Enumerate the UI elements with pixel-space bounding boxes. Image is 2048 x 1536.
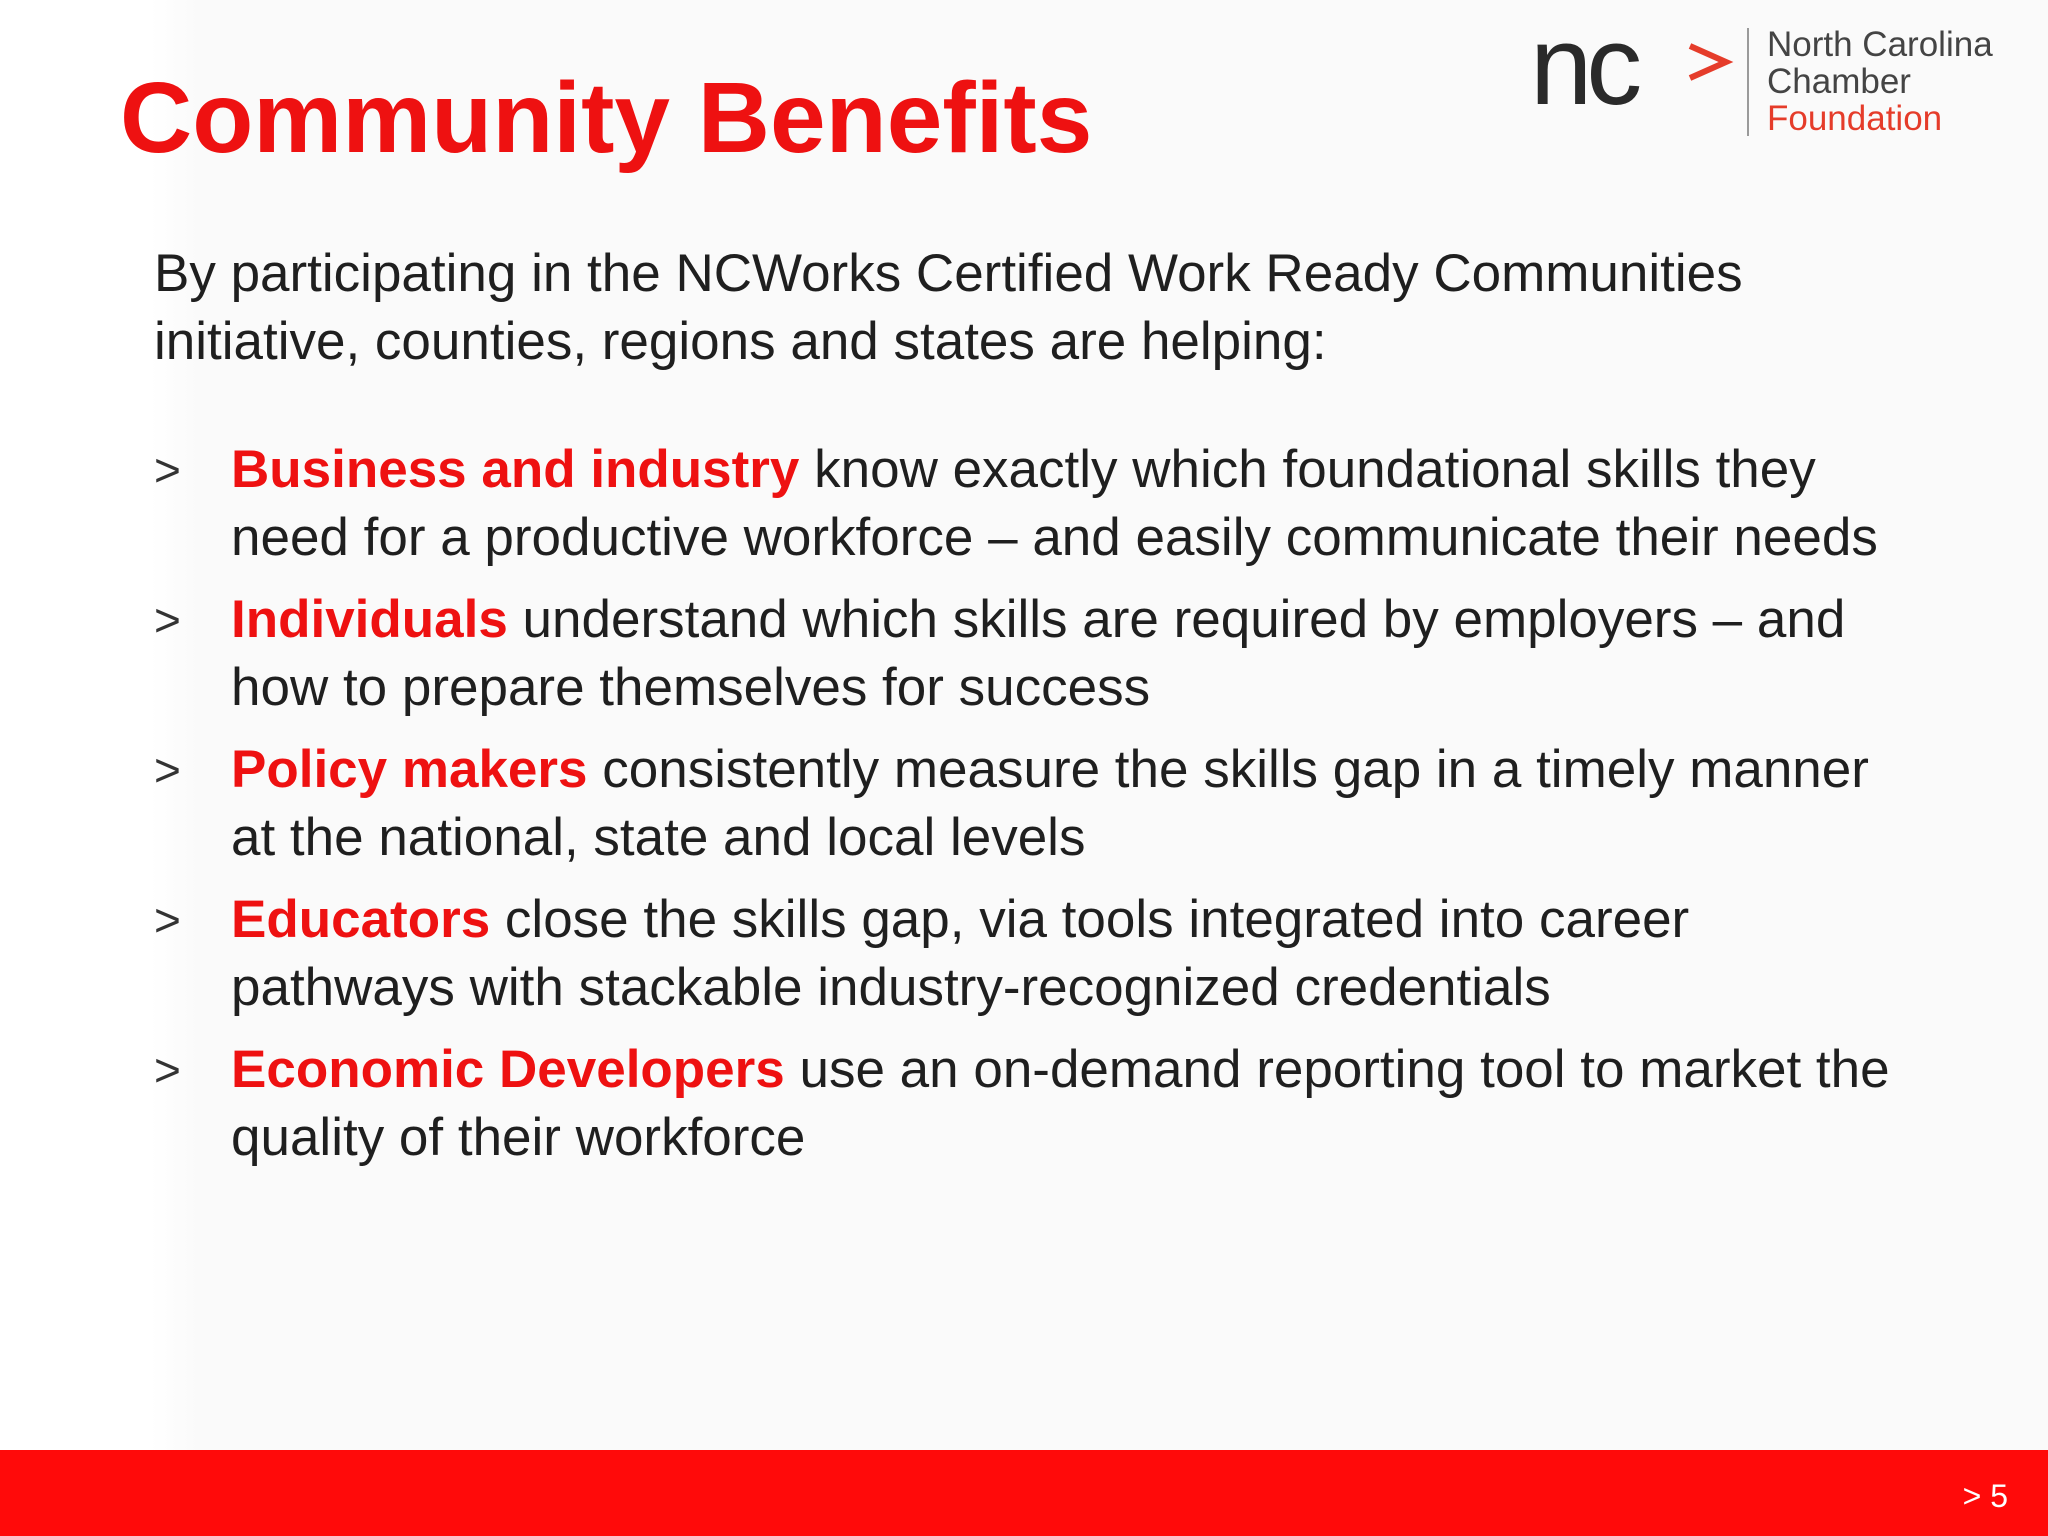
logo-chevron-icon xyxy=(1690,46,1726,78)
bullet-lead: Individuals xyxy=(231,590,508,649)
bullet-text: close the skills gap, via tools integrated into career pathways with stackable industry-recognized credentials xyxy=(231,890,1690,1017)
bullet-marker-icon: > xyxy=(154,894,181,946)
nc-logo-mark xyxy=(1530,36,1760,146)
bullet-text: know exactly which foundational skills they need for a productive workforce – and easily communicate their needs xyxy=(231,440,1878,567)
bullet-marker-icon: > xyxy=(154,594,181,646)
slide-title: Community Benefits xyxy=(120,62,1093,174)
bullet-educators xyxy=(154,886,1914,1022)
logo-line-1: North Carolina xyxy=(1767,25,1993,64)
bullet-economic-developers xyxy=(154,1036,1914,1172)
intro-paragraph: By participating in the NCWorks Certified Work Ready Communities initiative, counties, regions and states are helping: xyxy=(154,244,1743,371)
bullet-text: consistently measure the skills gap in a timely manner at the national, state and local levels xyxy=(231,740,1869,867)
logo-line-3: Foundation xyxy=(1767,99,1943,138)
logo-wordmark xyxy=(1767,26,1993,137)
logo-line-2: Chamber xyxy=(1767,62,1911,101)
page-number: > 5 xyxy=(1962,1478,2008,1514)
bullet-lead: Educators xyxy=(231,890,491,949)
bullet-lead: Policy makers xyxy=(231,740,588,799)
bullet-text: understand which skills are required by employers – and how to prepare themselves for success xyxy=(231,590,1846,717)
bullet-policy-makers xyxy=(154,736,1914,872)
bullet-lead: Business and industry xyxy=(231,440,800,499)
bullet-marker-icon: > xyxy=(154,744,181,796)
benefits-list xyxy=(154,436,1914,1186)
bullet-text: use an on-demand reporting tool to market the quality of their workforce xyxy=(231,1040,1890,1167)
footer-bar xyxy=(0,1450,2048,1536)
logo-mark-text: nc xyxy=(1530,36,1637,128)
bullet-business-and-industry xyxy=(154,436,1931,572)
bullet-marker-icon: > xyxy=(154,1044,181,1096)
bullet-lead: Economic Developers xyxy=(231,1040,785,1099)
nc-chamber-foundation-logo xyxy=(1530,26,2030,142)
bullet-marker-icon: > xyxy=(154,444,181,496)
logo-divider xyxy=(1747,28,1749,136)
bullet-individuals xyxy=(154,586,1914,722)
